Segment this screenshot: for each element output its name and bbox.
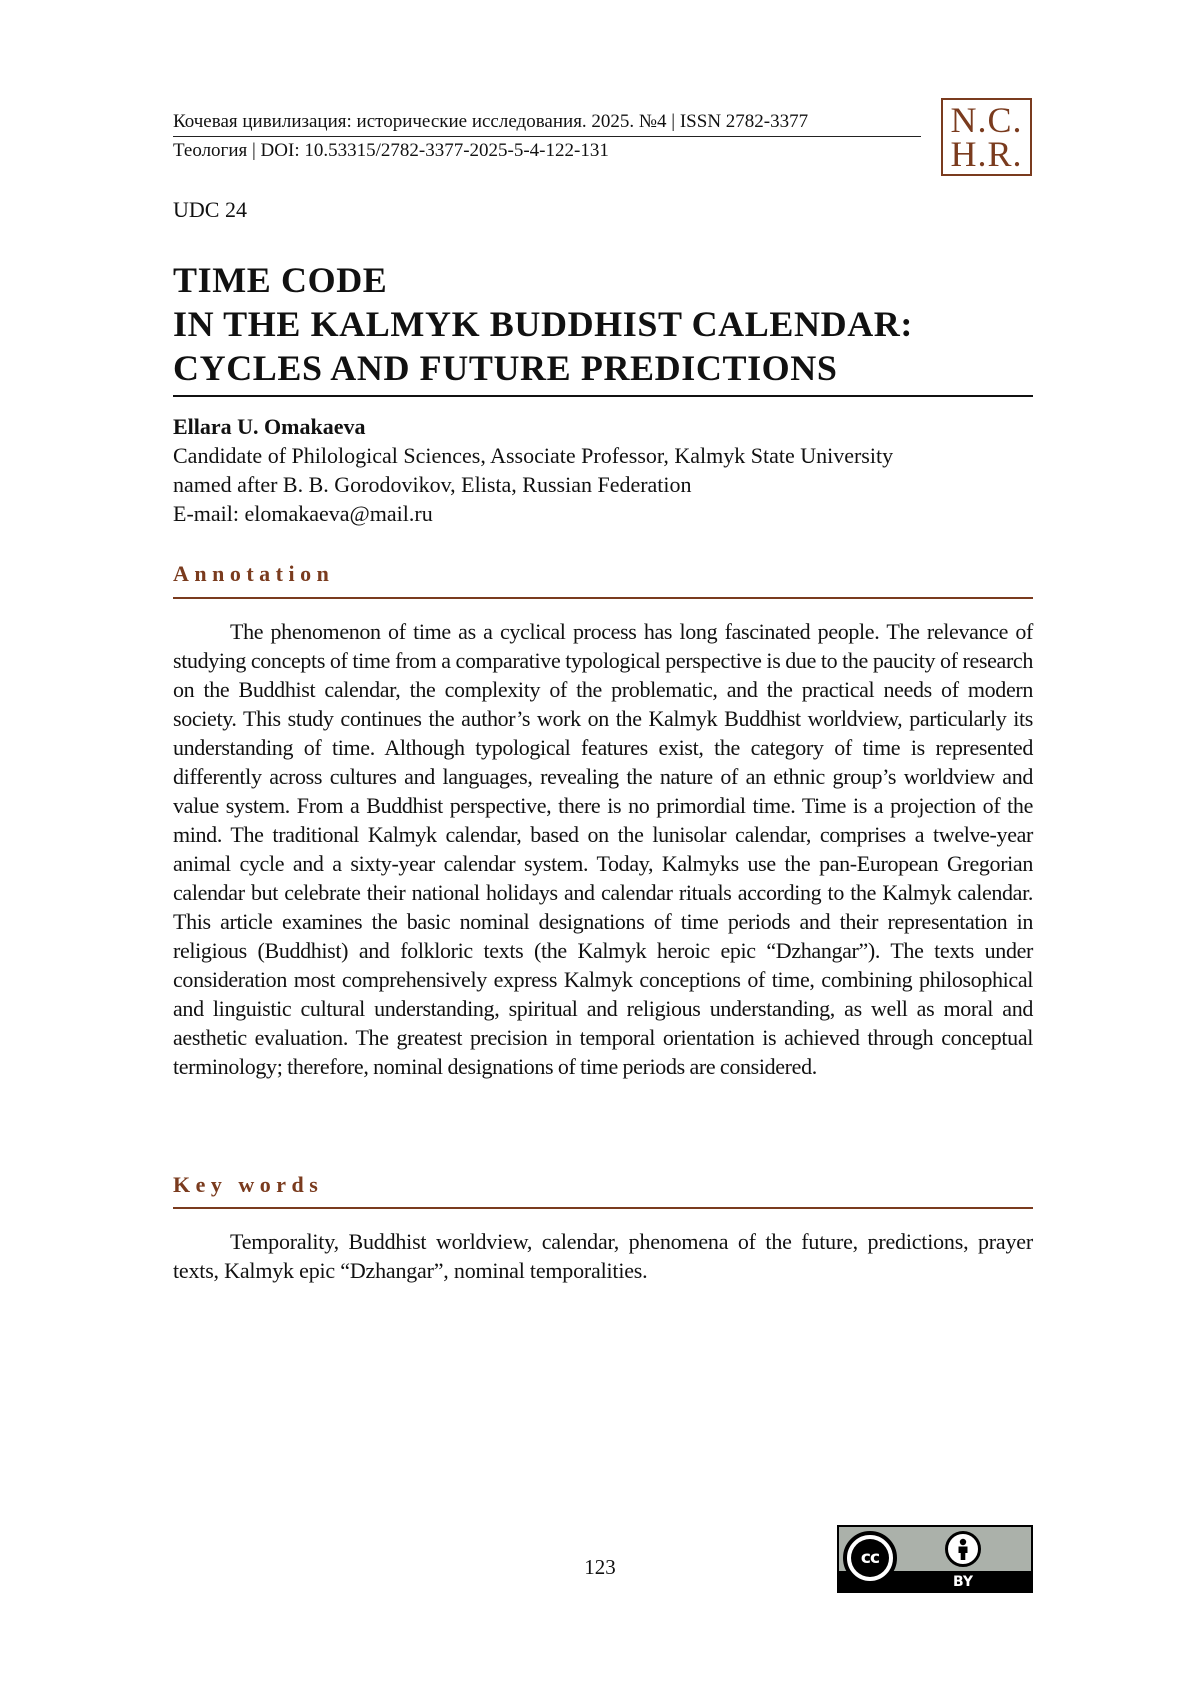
author-block bbox=[173, 412, 1033, 528]
cc-by-license-badge[interactable] bbox=[837, 1525, 1033, 1593]
attribution-person-icon bbox=[945, 1531, 981, 1567]
annotation-heading: Annotation bbox=[173, 561, 335, 586]
author-affiliation-2: named after B. B. Gorodovikov, Elista, Russian Federation bbox=[173, 472, 692, 497]
logo-top-text: N.C. bbox=[950, 100, 1023, 140]
title-line-3: CYCLES AND FUTURE PREDICTIONS bbox=[173, 348, 838, 388]
page-number: 123 bbox=[584, 1555, 616, 1579]
author-affiliation-1: Candidate of Philological Sciences, Associate Professor, Kalmyk State University bbox=[173, 443, 894, 468]
header-text bbox=[173, 108, 921, 164]
article-title bbox=[173, 258, 1033, 390]
running-header bbox=[173, 100, 1033, 190]
annotation-divider bbox=[173, 597, 1033, 599]
cc-mark-text: cc bbox=[851, 1539, 889, 1577]
author-name: Ellara U. Omakaeva bbox=[173, 414, 366, 439]
keywords-divider bbox=[173, 1207, 1033, 1209]
title-divider bbox=[173, 395, 1033, 397]
doi-line: Теология | DOI: 10.53315/2782-3377-2025-5-4-122-131 bbox=[173, 140, 609, 161]
author-email: E-mail: elomakaeva@mail.ru bbox=[173, 501, 433, 526]
udc-code: UDC 24 bbox=[173, 197, 247, 222]
title-line-1: TIME CODE bbox=[173, 260, 388, 300]
logo-bottom-text: H.R. bbox=[950, 134, 1023, 174]
keywords-text: Temporality, Buddhist worldview, calendar, phenomena of the future, predictions, prayer texts, Kalmyk epic “Dzhangar”, nominal temporalities. bbox=[173, 1229, 1033, 1283]
cc-by-label: BY bbox=[952, 1574, 974, 1590]
title-line-2: IN THE KALMYK BUDDHIST CALENDAR: bbox=[173, 304, 913, 344]
journal-logo bbox=[941, 98, 1032, 176]
annotation-text: The phenomenon of time as a cyclical process has long fascinated people. The relevance of studying concepts of time from a comparative typological perspective is due to the paucity of research on the Buddhist calendar, the complexity of the problematic, and the practical needs of modern society. This study continues the author’s work on the Kalmyk Buddhist worldview, particularly its understanding of time. Although typological features exist, the category of time is represented differently across cultures and languages, revealing the nature of an ethnic group’s worldview and value system. From a Buddhist perspective, there is no primordial time. Time is a projection of the mind. The traditional Kalmyk calendar, based on the lunisolar calendar, comprises a twelve-year animal cycle and a sixty-year calendar system. Today, Kalmyks use the pan-European Gregorian calendar but celebrate their national holidays and calendar rituals according to the Kalmyk calendar. This article examines the basic nominal designations of time periods and their representation in religious (Buddhist) and folkloric texts (the Kalmyk heroic epic “Dzhangar”). The texts under consideration most comprehensively express Kalmyk conceptions of time, combining philosophical and linguistic cultural understanding, spiritual and religious understanding, as well as moral and aesthetic evaluation. The greatest precision in temporal orientation is achieved through conceptual terminology; therefore, nominal designations of time periods are considered. bbox=[173, 619, 1033, 1079]
keywords-heading: Key words bbox=[173, 1172, 324, 1197]
cc-logo-icon bbox=[843, 1531, 897, 1585]
journal-title-line: Кочевая цивилизация: исторические исследования. 2025. №4 | ISSN 2782-3377 bbox=[173, 108, 921, 137]
